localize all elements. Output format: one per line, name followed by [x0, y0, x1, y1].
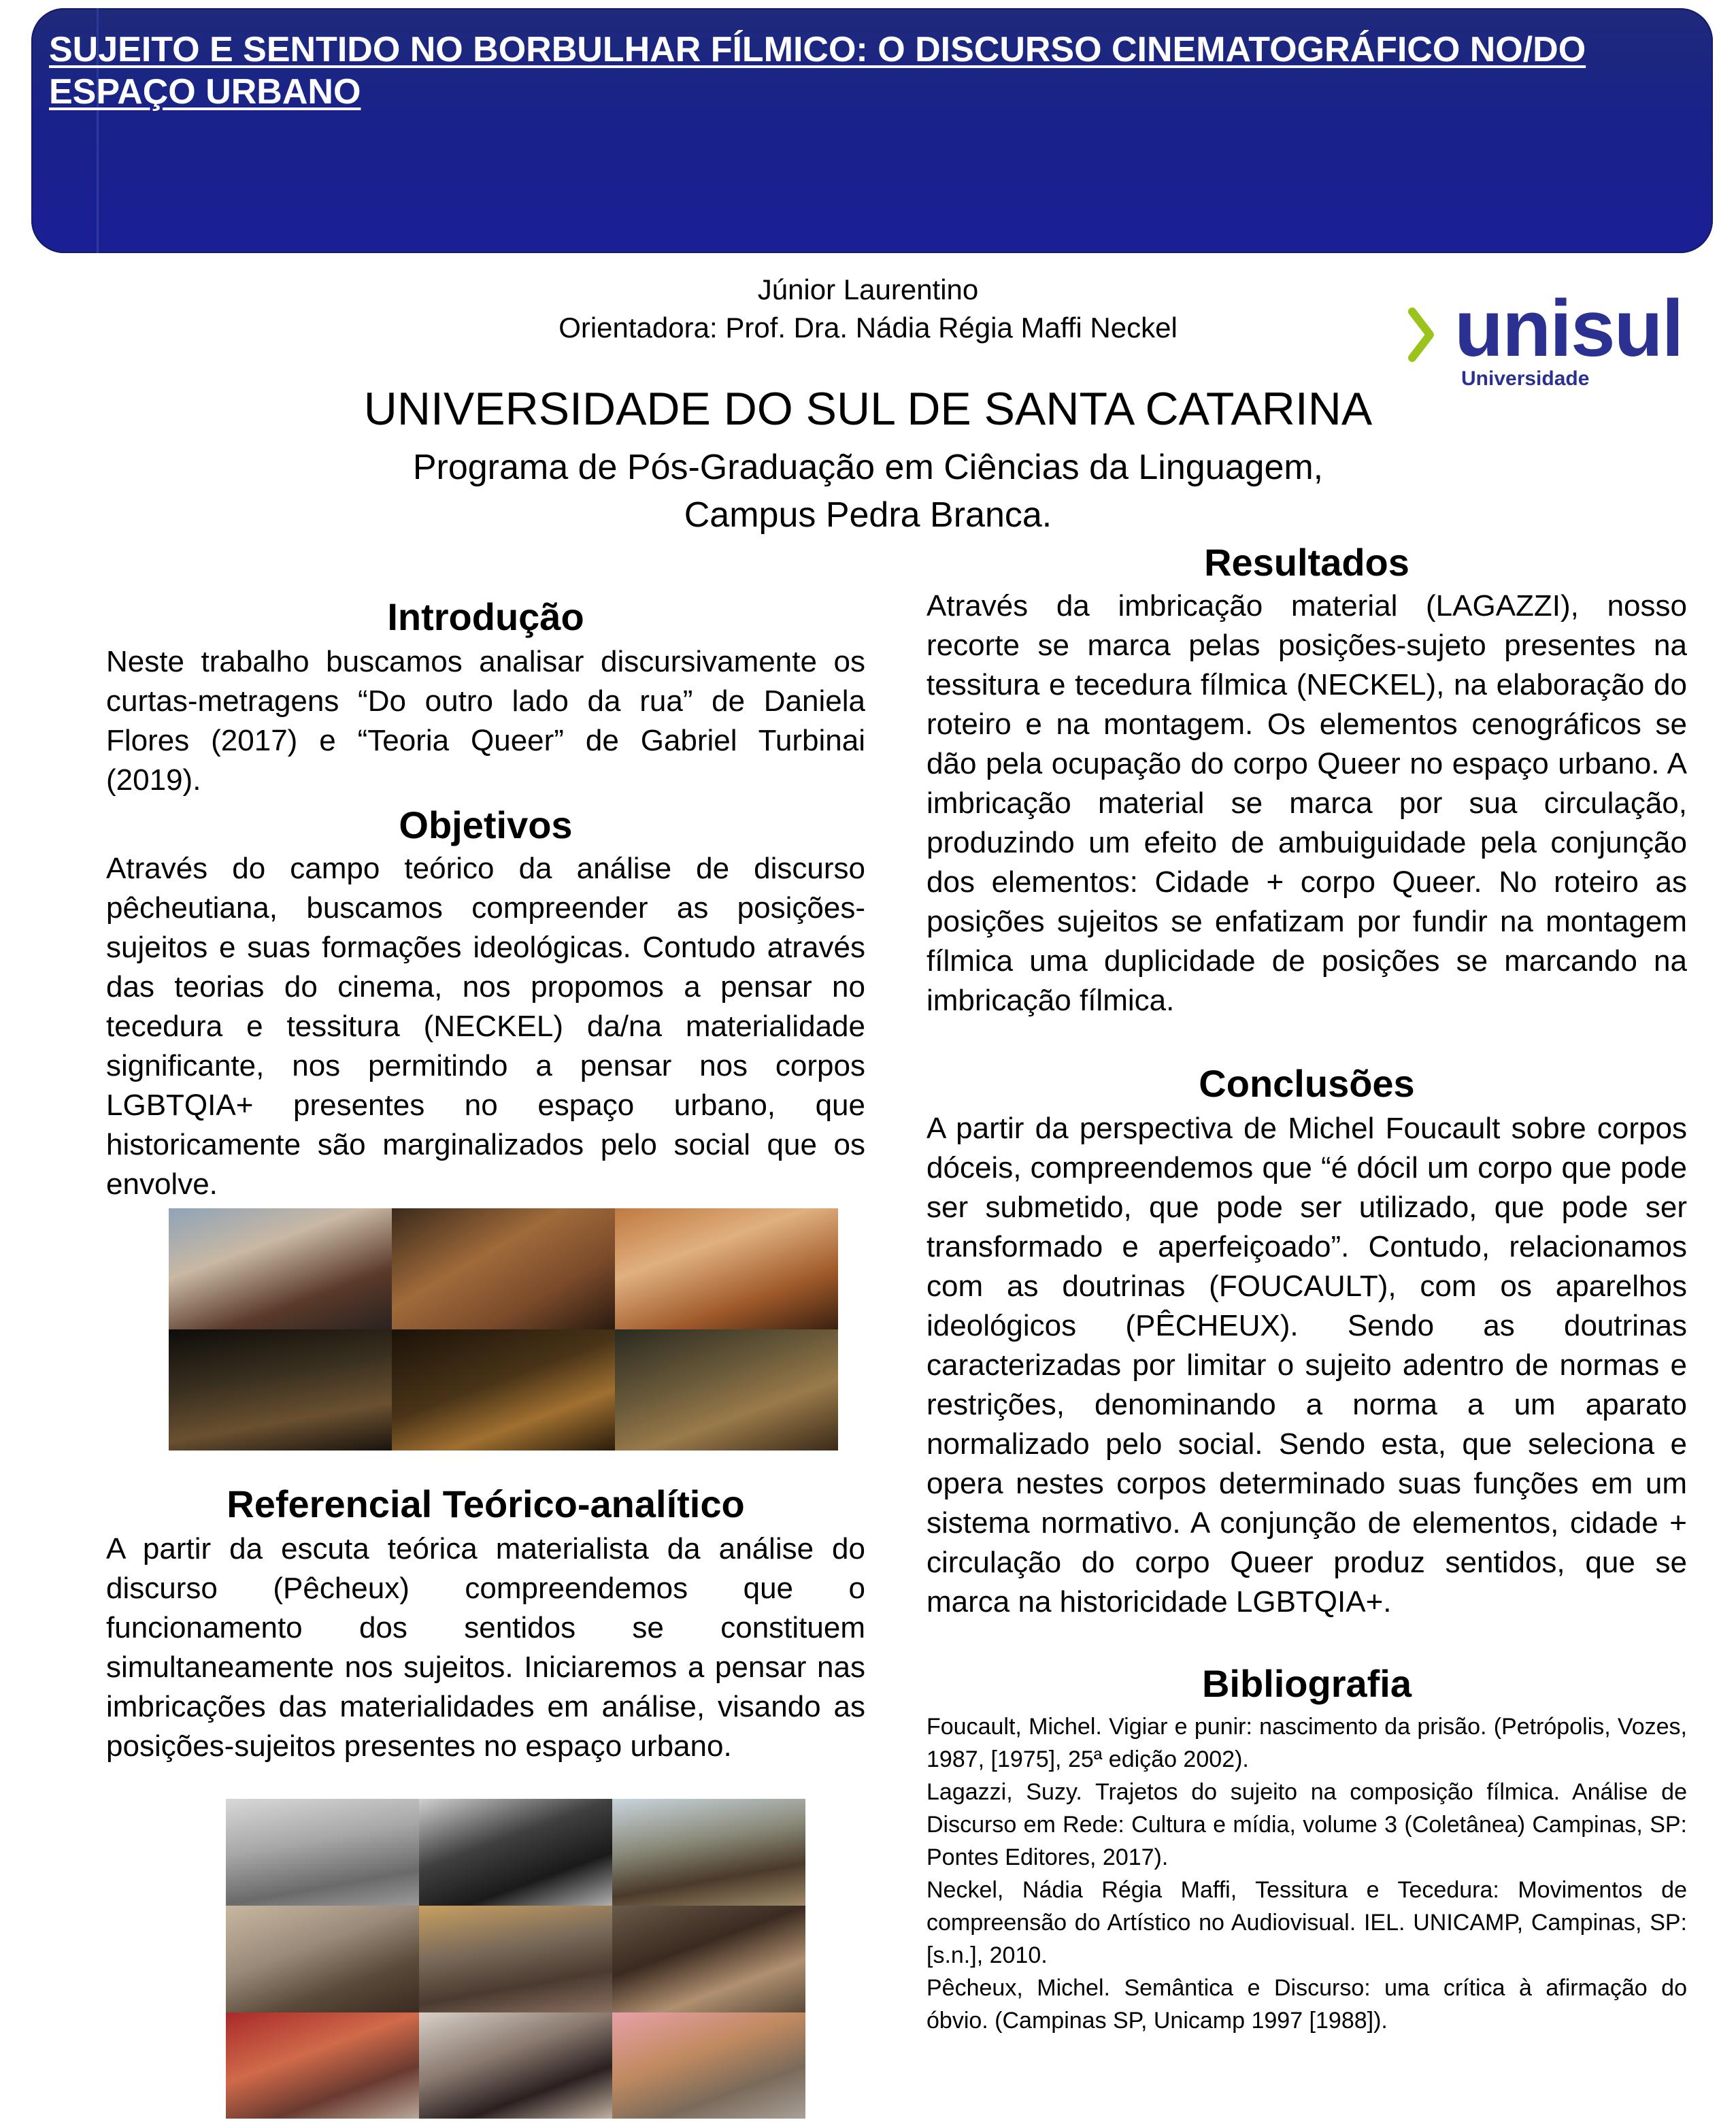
advisor-name: Orientadora: Prof. Dra. Nádia Régia Maffi Neckel — [558, 312, 1178, 344]
introducao-text: Neste trabalho buscamos analisar discursivamente os curtas-metragens “Do outro lado da rua” de Daniela Flores (2017) e “Teoria Queer” de Gabriel Turbinai (2019). — [106, 645, 865, 797]
university-name: UNIVERSIDADE DO SUL DE SANTA CATARINA — [363, 383, 1373, 435]
film-still — [226, 2012, 419, 2119]
objetivos-text: Através do campo teórico da análise de discurso pêcheutiana, buscamos compreender as posições-sujeitos e suas formações ideológicas. Contudo através das teorias do cinema, nos propomos a pensar no tecedura e tessitura (NECKEL) da/na materialidade significante, nos permitindo a pensar nos corpos LGBTQIA+ presentes no espaço urbano, que historicamente são marginalizados pelo social que os envolve. — [106, 852, 865, 1201]
introducao-heading: Introdução — [387, 595, 584, 638]
resultados-heading: Resultados — [1204, 541, 1409, 584]
bibliography-entry: Lagazzi, Suzy. Trajetos do sujeito na composição fílmica. Análise de Discurso em Rede: Cultura e mídia, volume 3 (Coletânea) Campinas, SP: Pontes Editores, 2017). — [927, 1779, 1687, 1870]
bibliography-list — [927, 1710, 1687, 2037]
film-stills-mosaic-2 — [226, 1799, 805, 2119]
referencial-text: A partir da escuta teórica materialista da análise do discurso (Pêcheux) compreendemos que o funcionamento dos sentidos se constituem simultaneamente nos sujeitos. Iniciaremos a pensar nas imbricações das materialidades em análise, visando as posições-sujeitos presentes no espaço urbano. — [106, 1532, 865, 1763]
referencial-heading: Referencial Teórico-analítico — [227, 1482, 745, 1525]
objetivos-heading: Objetivos — [399, 803, 573, 846]
campus-name: Campus Pedra Branca. — [684, 495, 1052, 535]
program-name: Programa de Pós-Graduação em Ciências da Linguagem, — [412, 448, 1324, 487]
conclusoes-text: A partir da perspectiva de Michel Foucault sobre corpos dóceis, compreendemos que “é dócil um corpo que pode ser submetido, que pode ser utilizado, que pode ser transformado e aperfeiçoado”. Contudo, relacionamos com as doutrinas (FOUCAULT), com os aparelhos ideológicos (PÊCHEUX). Sendo as doutrinas caracterizadas por limitar o sujeito adentro de normas e restrições, denominando a norma a um aparato normalizado pelo social. Sendo esta, que seleciona e opera nestes corpos determinado suas funções em um sistema normativo. A conjunção de elementos, cidade + circulação do corpo Queer produz sentidos, que se marca na historicidade LGBTQIA+. — [927, 1112, 1687, 1619]
bibliografia-heading: Bibliografia — [1201, 1662, 1412, 1705]
logo-subtitle: Universidade — [1461, 367, 1590, 390]
poster-title: SUJEITO E SENTIDO NO BORBULHAR FÍLMICO: O DISCURSO CINEMATOGRÁFICO NO/DO ESPAÇO URBANO — [49, 30, 1586, 112]
resultados-text: Através da imbricação material (LAGAZZI), nosso recorte se marca pelas posições-sujeto presentes na tessitura e tecedura fílmica (NECKEL), na elaboração do roteiro e na montagem. Os elementos cenográficos se dão pela ocupação do corpo Queer no espaço urbano. A imbricação material se marca por sua circulação, produzindo um efeito de ambuiguidade pela conjunção dos elementos: Cidade + corpo Queer. No roteiro as posições sujeitos se enfatizam por fundir na montagem fílmica uma duplicidade de posições se marcando na imbricação fílmica. — [927, 589, 1687, 1017]
film-still — [419, 2012, 612, 2119]
bibliography-entry: Foucault, Michel. Vigiar e punir: nascimento da prisão. (Petrópolis, Vozes, 1987, [1975], 25ª edição 2002). — [927, 1714, 1687, 1772]
film-still — [419, 1906, 612, 2012]
bibliography-entry: Neckel, Nádia Régia Maffi, Tessitura e Tecedura: Movimentos de compreensão do Artístico no Audiovisual. IEL. UNICAMP, Campinas, SP: [s.n.], 2010. — [927, 1877, 1687, 1968]
film-still — [612, 1906, 805, 2012]
film-still — [612, 2012, 805, 2119]
title-banner — [31, 8, 1713, 253]
film-still — [169, 1329, 392, 1450]
film-still — [392, 1329, 615, 1450]
film-still — [615, 1329, 838, 1450]
film-still — [612, 1799, 805, 1906]
film-still — [615, 1208, 838, 1329]
unisul-logo — [1408, 286, 1694, 401]
conclusoes-heading: Conclusões — [1199, 1062, 1415, 1105]
logo-wordmark: unisul — [1454, 284, 1683, 374]
film-stills-mosaic-1 — [169, 1208, 838, 1450]
film-still — [226, 1906, 419, 2012]
author-name: Júnior Laurentino — [757, 273, 979, 305]
chevron-icon — [1408, 308, 1449, 362]
bibliography-entry: Pêcheux, Michel. Semântica e Discurso: uma crítica à afirmação do óbvio. (Campinas SP, Unicamp 1997 [1988]). — [927, 1975, 1687, 2034]
film-still — [419, 1799, 612, 1906]
film-still — [226, 1799, 419, 1906]
film-still — [169, 1208, 392, 1329]
film-still — [392, 1208, 615, 1329]
